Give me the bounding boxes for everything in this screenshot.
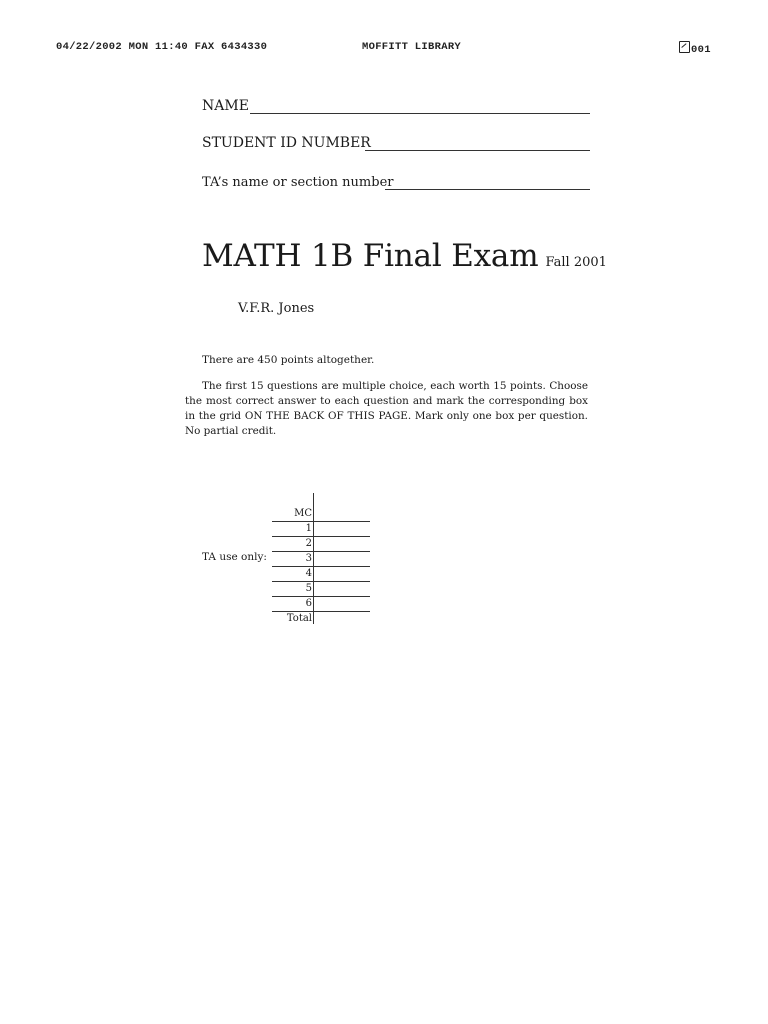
grading-row — [272, 582, 370, 597]
grading-row-label: 6 — [305, 598, 312, 609]
fax-page-number: 001 — [691, 44, 711, 56]
ta-section-label: TA’s name or section number — [202, 175, 394, 190]
grading-row-label: 1 — [305, 523, 312, 534]
grading-row — [272, 537, 370, 552]
grading-row — [272, 507, 370, 522]
fax-page-icon — [679, 41, 690, 53]
exam-author: V.F.R. Jones — [238, 301, 315, 316]
fax-header-page — [679, 41, 711, 56]
grading-row-label: 2 — [305, 538, 312, 549]
grading-row — [272, 522, 370, 537]
grading-row-label: MC — [294, 508, 312, 519]
student-id-field[interactable] — [202, 135, 371, 151]
points-note: There are 450 points altogether. — [202, 354, 375, 366]
ta-use-label: TA use only: — [202, 551, 267, 563]
grading-row-label: 3 — [305, 553, 312, 564]
instructions-paragraph: The first 15 questions are multiple choice, each worth 15 points. Choose the most correct answer to each question and mark the corresponding box in the grid ON THE BACK OF THIS PAGE. Mark only one box per question. No partial credit. — [185, 380, 588, 437]
student-id-blank-line[interactable] — [365, 150, 590, 151]
grading-row-label: Total — [286, 613, 312, 624]
name-label: NAME — [202, 98, 249, 114]
fax-header-sender: MOFFITT LIBRARY — [362, 41, 462, 53]
fax-header-timestamp: 04/22/2002 MON 11:40 FAX 6434330 — [56, 41, 268, 53]
name-blank-line[interactable] — [250, 113, 590, 114]
exam-title-main: MATH 1B Final Exam — [202, 238, 539, 274]
grading-row — [272, 612, 370, 627]
grading-table — [272, 493, 370, 623]
ta-section-field[interactable] — [202, 175, 393, 190]
exam-term: Fall 2001 — [545, 255, 607, 270]
grading-row — [272, 597, 370, 612]
grading-row — [272, 552, 370, 567]
fax-header — [0, 41, 768, 55]
grading-row-label: 5 — [305, 583, 312, 594]
grading-row-label: 4 — [305, 568, 312, 579]
student-id-label: STUDENT ID NUMBER — [202, 135, 371, 151]
grading-row — [272, 567, 370, 582]
ta-section-blank-line[interactable] — [385, 189, 590, 190]
name-field[interactable] — [202, 98, 249, 114]
exam-title — [202, 238, 607, 274]
